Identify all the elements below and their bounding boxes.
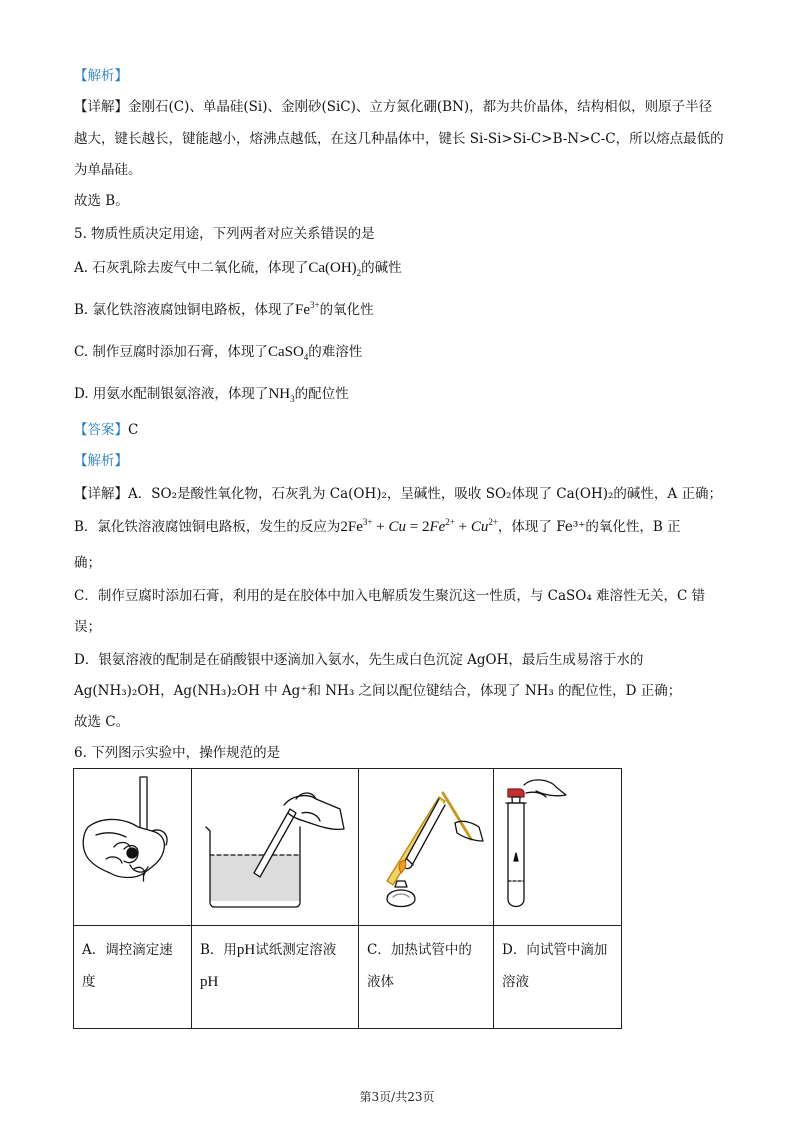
q5-option-b: B. 氯化铁溶液腐蚀铜电路板，体现了$Fe^{3+}$的氧化性 bbox=[74, 300, 374, 318]
burette-hand-drawing bbox=[74, 769, 191, 924]
q4-detail-line-3: 为单晶硅。 bbox=[74, 162, 142, 178]
q5-detail-d-1: D．银氨溶液的配制是在硝酸银中逐滴加入氨水，先生成白色沉淀 AgOH，最后生成易溶于水的 bbox=[74, 652, 644, 668]
caption-b: B．用pH试纸测定溶液 pH bbox=[192, 926, 359, 1029]
q4-detail-line-1: 【详解】金刚石(C)、单晶硅(Si)、金刚砂(SiC)、立方氮化硼(BN)，都为共价晶体，结构相似，则原子半径 bbox=[74, 99, 713, 115]
q5-option-d: D. 用氨水配制银氨溶液，体现了$NH_3$的配位性 bbox=[74, 386, 349, 404]
figure-b-cell bbox=[192, 769, 359, 926]
q5-choice: 故选 C。 bbox=[74, 714, 130, 730]
reaction-equation: $2Fe^{3+} + Cu = 2Fe^{2+} + Cu^{2+}$ bbox=[340, 517, 498, 535]
q6-stem: 6. 下列图示实验中，操作规范的是 bbox=[74, 745, 281, 761]
q5-detail-c-1: C．制作豆腐时添加石膏，利用的是在胶体中加入电解质发生聚沉这一性质，与 CaSO₄ 难溶性无关，C 错 bbox=[74, 588, 706, 604]
page-footer: 第3页/共23页 bbox=[359, 1090, 435, 1104]
q4-choice: 故选 B。 bbox=[74, 193, 129, 209]
caption-d: D．向试管中滴加溶液 bbox=[494, 926, 622, 1029]
dropper-test-tube-drawing bbox=[494, 769, 621, 924]
q6-figure-table bbox=[73, 768, 622, 1029]
caption-a: A．调控滴定速度 bbox=[74, 926, 192, 1029]
q5-detail-b-cont: 确； bbox=[74, 555, 101, 571]
q5-analysis-heading: 【解析】 bbox=[74, 453, 128, 469]
q5-answer: 【答案】C bbox=[74, 422, 139, 438]
figure-d-cell bbox=[494, 769, 622, 926]
ph-paper-beaker-drawing bbox=[192, 769, 358, 924]
q5-detail-c-2: 误； bbox=[74, 619, 101, 635]
q4-analysis-heading: 【解析】 bbox=[74, 68, 128, 84]
q5-stem: 5. 物质性质决定用途，下列两者对应关系错误的是 bbox=[74, 226, 375, 242]
q5-detail-d-2: Ag(NH₃)₂OH，Ag(NH₃)₂OH 中 Ag⁺和 NH₃ 之间以配位键结合，体现了 NH₃ 的配位性，D 正确； bbox=[74, 683, 682, 699]
figure-a-cell bbox=[74, 769, 192, 926]
q5-option-c: C. 制作豆腐时添加石膏，体现了CaSO$_4$的难溶性 bbox=[74, 344, 363, 362]
caption-c: C．加热试管中的液体 bbox=[359, 926, 494, 1029]
q4-detail-line-2: 越大，键长越长，键能越小，熔沸点越低，在这几种晶体中，键长 Si-Si>Si-C>B-N>C-C，所以熔点最低的 bbox=[74, 131, 724, 147]
q5-detail-a: 【详解】A．SO₂是酸性氧化物，石灰乳为 Ca(OH)₂，呈碱性，吸收 SO₂体现了 Ca(OH)₂的碱性，A 正确； bbox=[74, 486, 722, 502]
q5-option-a: A. 石灰乳除去废气中二氧化硫，体现了$Ca(OH)_2$的碱性 bbox=[74, 260, 402, 278]
heating-test-tube-drawing bbox=[359, 769, 493, 924]
figure-c-cell bbox=[359, 769, 494, 926]
q5-detail-b: B．氯化铁溶液腐蚀铜电路板，发生的反应为$2Fe^{3+} + Cu = 2Fe^{2+} + Cu^{2+}$，体现了 Fe³⁺的氧化性，B 正 bbox=[74, 517, 681, 535]
